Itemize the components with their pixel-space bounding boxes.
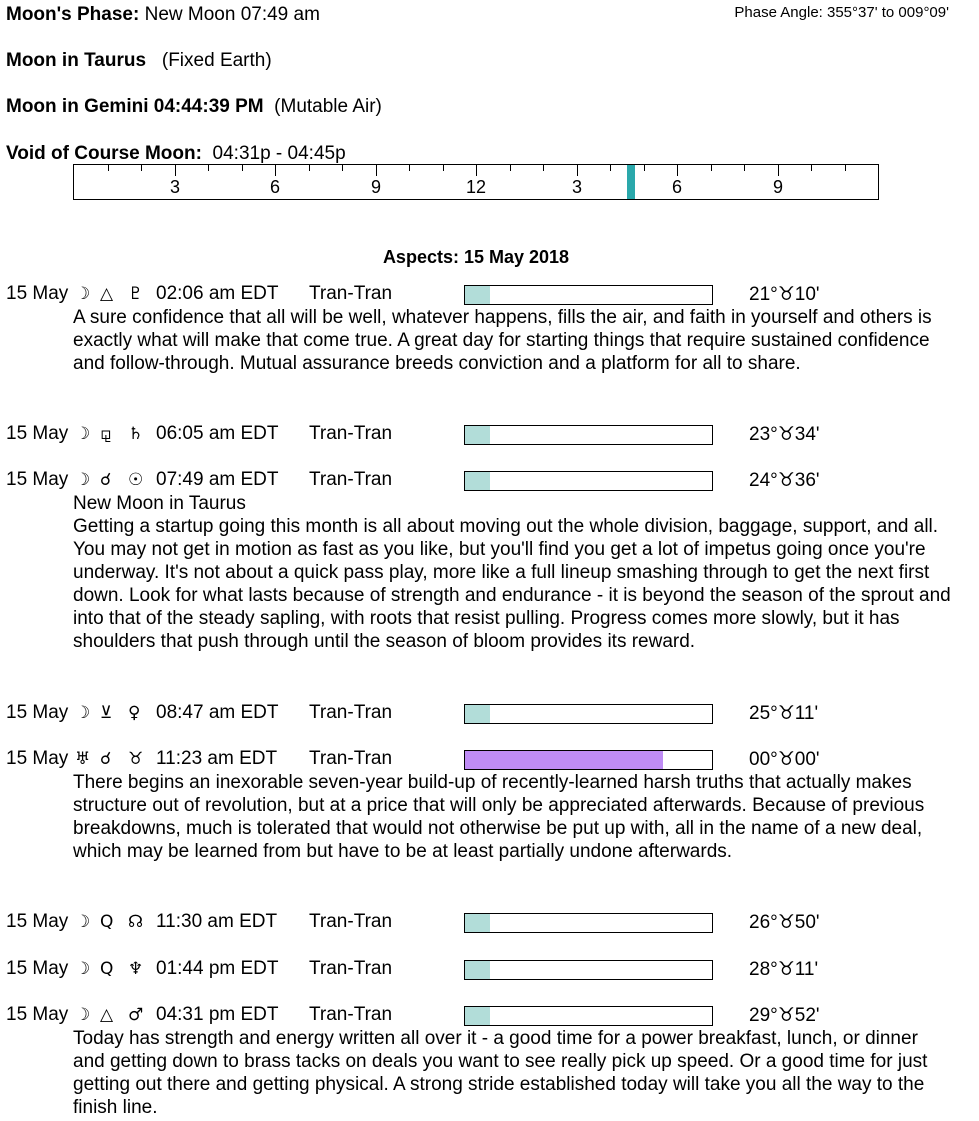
aspect-description: Getting a startup going this month is all about moving out the whole division, baggage, support, and all. You may not get in motion as fast as you like, but you'll find you get a lot of impetus going once you're underway. It's not about a quick pass play, more like a full lineup smashing through to get the next first down. Look for what lasts because of strength and endurance - it is beyond the season of the sprout and into that of the steady sapling, with roots that resist pulling. Progress comes more slowly, but it has shoulders that push through until the season of bloom provides its reward. xyxy=(73,516,951,652)
phase-angle: Phase Angle: 355°37' to 009°09' xyxy=(734,4,949,21)
void-of-course-row xyxy=(6,143,346,165)
aspect-kind: Tran-Tran xyxy=(309,1004,393,1025)
aspect-planet-1: ♅ xyxy=(75,749,91,769)
voc-label: Void of Course Moon: xyxy=(6,143,202,164)
aspect-glyph: ☌ xyxy=(100,470,112,490)
aspect-date: 15 May xyxy=(6,702,69,723)
aspect-planet-2: ♀ xyxy=(128,703,141,723)
aspect-strength-fill xyxy=(465,914,490,932)
aspect-planet-2: ♆ xyxy=(128,959,144,979)
aspect-kind: Tran-Tran xyxy=(309,423,393,444)
aspect-date: 15 May xyxy=(6,423,69,444)
timeline-tick xyxy=(610,165,611,171)
timeline-tick xyxy=(108,165,109,171)
aspect-description: A sure confidence that all will be well, whatever happens, fills the air, and faith in yourself and others is exactly what will make that come true. A great day for starting things that require sustained confidence and follow-through. Mutual assurance breeds conviction and a platform for all to share. xyxy=(73,307,932,374)
aspect-planet-2: ♇ xyxy=(128,284,144,304)
aspect-planet-1: ☽ xyxy=(75,912,91,932)
timeline-label: 3 xyxy=(169,177,181,197)
aspect-planet-2: ♂ xyxy=(128,1005,144,1025)
aspect-kind: Tran-Tran xyxy=(309,702,393,723)
timeline-label: 3 xyxy=(571,177,583,197)
aspect-planet-2: ♉ xyxy=(128,749,144,769)
aspect-date: 15 May xyxy=(6,1004,69,1025)
void-of-course-timeline xyxy=(73,164,879,200)
aspect-planet-1: ☽ xyxy=(75,284,91,304)
aspect-position: 26°♉50' xyxy=(749,912,820,933)
aspect-strength-fill xyxy=(465,286,490,304)
timeline-label: 9 xyxy=(370,177,382,197)
aspect-strength-fill xyxy=(465,705,490,723)
aspect-glyph: ⚼ xyxy=(100,424,112,444)
aspect-strength-fill xyxy=(465,472,490,490)
aspect-date: 15 May xyxy=(6,748,69,769)
timeline-tick xyxy=(543,165,544,171)
moon-phase-label: Moon's Phase: xyxy=(6,4,140,25)
aspect-time: 01:44 pm EDT xyxy=(156,958,279,979)
aspect-date: 15 May xyxy=(6,469,69,490)
timeline-tick xyxy=(811,165,812,171)
aspect-description: Today has strength and energy written all over it - a good time for a power breakfast, lunch, or dinner and getting down to brass tacks on deals you want to see really pick up speed. Or a good time for just getting out there and getting physical. A strong stride established today will take you all the way to the finish line. xyxy=(73,1028,928,1118)
moon-sign-row-2 xyxy=(6,96,382,118)
aspect-strength-bar xyxy=(464,704,713,724)
moon-sign-1-note: (Fixed Earth) xyxy=(161,50,272,71)
aspect-strength-bar xyxy=(464,913,713,933)
timeline-tick xyxy=(644,165,645,171)
timeline-tick xyxy=(275,165,276,176)
timeline-tick xyxy=(577,165,578,176)
aspect-glyph: ⊻ xyxy=(100,703,113,723)
aspect-kind: Tran-Tran xyxy=(309,748,393,769)
timeline-label: 6 xyxy=(671,177,683,197)
aspect-glyph: Q xyxy=(100,959,114,979)
aspect-position: 28°♉11' xyxy=(749,959,819,980)
aspect-kind: Tran-Tran xyxy=(309,283,393,304)
aspect-kind: Tran-Tran xyxy=(309,958,393,979)
moon-sign-2-note: (Mutable Air) xyxy=(274,96,382,117)
aspect-date: 15 May xyxy=(6,283,69,304)
aspect-time: 04:31 pm EDT xyxy=(156,1004,279,1025)
aspect-strength-bar xyxy=(464,1006,713,1026)
timeline-tick xyxy=(744,165,745,171)
moon-phase-value: New Moon 07:49 am xyxy=(144,4,320,25)
aspect-position: 25°♉11' xyxy=(749,703,819,724)
aspect-description: There begins an inexorable seven-year build-up of recently-learned harsh truths that actually makes structure out of revolution, but at a price that will only be appreciated afterwards. Because of previous breakdowns, much is tolerated that would not otherwise be put up with, all in the name of a new deal, which may be learned from but have to be at least partially undone afterwards. xyxy=(73,772,925,862)
aspect-time: 06:05 am EDT xyxy=(156,423,279,444)
aspect-planet-1: ☽ xyxy=(75,470,91,490)
timeline-tick xyxy=(778,165,779,176)
timeline-tick xyxy=(510,165,511,171)
aspect-strength-bar xyxy=(464,471,713,491)
timeline-tick xyxy=(409,165,410,171)
aspect-glyph: △ xyxy=(100,284,114,304)
timeline-label: 6 xyxy=(269,177,281,197)
aspect-planet-1: ☽ xyxy=(75,1005,91,1025)
aspect-time: 07:49 am EDT xyxy=(156,469,279,490)
timeline-tick xyxy=(711,165,712,171)
aspect-glyph: Q xyxy=(100,912,114,932)
timeline-tick xyxy=(309,165,310,171)
aspect-time: 11:30 am EDT xyxy=(156,911,278,932)
aspect-position: 29°♉52' xyxy=(749,1005,820,1026)
aspect-date: 15 May xyxy=(6,958,69,979)
aspect-strength-bar xyxy=(464,960,713,980)
timeline-tick xyxy=(175,165,176,176)
timeline-tick xyxy=(845,165,846,171)
aspect-time: 08:47 am EDT xyxy=(156,702,279,723)
aspect-strength-bar xyxy=(464,750,713,770)
moon-sign-row-1 xyxy=(6,50,272,72)
aspect-planet-2: ☉ xyxy=(128,470,144,490)
aspect-kind: Tran-Tran xyxy=(309,911,393,932)
aspect-planet-2: ☊ xyxy=(128,912,144,932)
aspect-position: 24°♉36' xyxy=(749,470,820,491)
aspect-glyph: ☌ xyxy=(100,749,112,769)
aspect-position: 21°♉10' xyxy=(749,284,820,305)
aspect-description-title: New Moon in Taurus xyxy=(73,493,246,514)
aspect-strength-fill xyxy=(465,426,490,444)
moon-sign-1-label: Moon in Taurus xyxy=(6,50,147,71)
timeline-tick xyxy=(443,165,444,171)
aspect-strength-bar xyxy=(464,425,713,445)
aspect-date: 15 May xyxy=(6,911,69,932)
aspect-time: 02:06 am EDT xyxy=(156,283,279,304)
timeline-tick xyxy=(141,165,142,171)
timeline-label: 12 xyxy=(465,177,487,197)
aspect-position: 00°♉00' xyxy=(749,749,820,770)
aspect-planet-1: ☽ xyxy=(75,703,91,723)
aspect-time: 11:23 am EDT xyxy=(156,748,278,769)
timeline-tick xyxy=(242,165,243,171)
aspects-title: Aspects: 15 May 2018 xyxy=(382,247,570,267)
aspect-planet-2: ♄ xyxy=(128,424,144,444)
aspect-position: 23°♉34' xyxy=(749,424,820,445)
moon-phase-row xyxy=(6,4,320,26)
aspect-strength-fill xyxy=(465,751,663,769)
timeline-tick xyxy=(376,165,377,176)
aspect-strength-fill xyxy=(465,1007,490,1025)
moon-sign-2-label: Moon in Gemini 04:44:39 PM xyxy=(6,96,264,117)
voc-value: 04:31p - 04:45p xyxy=(212,143,346,164)
aspect-planet-1: ☽ xyxy=(75,424,91,444)
aspect-kind: Tran-Tran xyxy=(309,469,393,490)
aspect-strength-fill xyxy=(465,961,490,979)
timeline-tick xyxy=(677,165,678,176)
aspect-strength-bar xyxy=(464,285,713,305)
timeline-tick xyxy=(208,165,209,171)
timeline-label: 9 xyxy=(772,177,784,197)
voc-marker xyxy=(627,165,635,199)
aspect-planet-1: ☽ xyxy=(75,959,91,979)
timeline-tick xyxy=(342,165,343,171)
timeline-tick xyxy=(476,165,477,176)
aspect-glyph: △ xyxy=(100,1005,114,1025)
